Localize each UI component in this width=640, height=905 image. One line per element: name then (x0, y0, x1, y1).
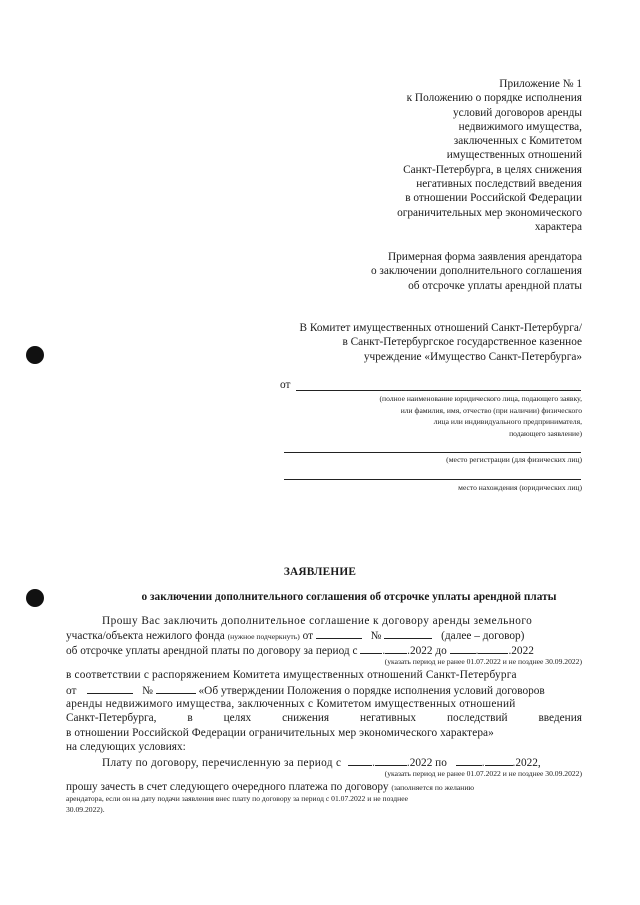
statement-body (66, 614, 582, 815)
appendix-line: в отношении Российской Федерации (405, 192, 582, 205)
body-line-10: Плату по договору, перечисленную за период с . .2022 по . .2022, (102, 756, 541, 769)
form-caption-line: о заключении дополнительного соглашения (370, 265, 582, 278)
punch-hole-top (26, 346, 44, 364)
period-from-day-field[interactable] (360, 643, 382, 654)
body-text: об отсрочке уплаты арендной платы по договору за период с (66, 644, 358, 657)
body-text: .2022 (508, 644, 534, 657)
body-text: на следующих условиях: (66, 741, 186, 754)
addressee-line: учреждение «Имущество Санкт-Петербурга» (363, 350, 582, 363)
appendix-line: заключенных с Комитетом (453, 135, 582, 148)
document-title: ЗАЯВЛЕНИЕ (283, 566, 357, 578)
body-text: .2022, (512, 756, 541, 769)
body-text: № (370, 630, 382, 643)
paid-to-month-field[interactable] (485, 755, 513, 766)
body-line-7-text (66, 711, 582, 725)
body-word: в (187, 712, 193, 725)
body-text: Прошу Вас заключить дополнительное соглашение к договору аренды земельного (102, 615, 533, 627)
body-word: Санкт-Петербурга, (66, 712, 157, 725)
body-text: № (142, 684, 153, 697)
body-line-2 (66, 628, 582, 642)
addressee-line: в Санкт-Петербургское государственное казенное (342, 336, 582, 349)
appendix-line: ограничительных мер экономического (397, 206, 582, 219)
period-to-day-field[interactable] (450, 643, 476, 654)
contract-date-field[interactable] (316, 628, 362, 639)
body-text: в соответствии с распоряжением Комитета имущественных отношений Санкт-Петербурга (66, 669, 517, 682)
body-word: целях (223, 712, 252, 725)
from-label: от (280, 379, 291, 391)
body-text: аренды недвижимого имущества, заключенных с Комитетом имущественных отношений (66, 697, 516, 710)
form-caption-line: Примерная форма заявления арендатора (387, 251, 582, 263)
punch-hole-bottom (26, 589, 44, 607)
period-to-month-field[interactable] (478, 643, 508, 654)
body-word: последствий (446, 712, 508, 725)
paid-from-month-field[interactable] (375, 755, 407, 766)
body-line-5 (66, 683, 582, 697)
appendix-line: условий договоров аренды (452, 106, 582, 119)
body-line-3: об отсрочке уплаты арендной платы по договору за период с . .2022 до . .2022 (66, 644, 534, 657)
contract-number-field[interactable] (384, 628, 432, 639)
body-small-text: (нужное подчеркнуть) (227, 632, 300, 642)
addressee-line: В Комитет имущественных отношений Санкт-Петербурга/ (299, 322, 582, 334)
body-small-text: (заполняется по желанию (391, 782, 475, 792)
addressee-block (299, 321, 582, 364)
form-caption (371, 250, 582, 293)
applicant-hint-line: (полное наименование юридического лица, подающего заявку, (379, 394, 582, 403)
form-caption-line: об отсрочке уплаты арендной платы (408, 279, 582, 292)
appendix-line: негативных последствий введения (416, 178, 582, 191)
period-note-2: (указать период не ранее 01.07.2022 и не позднее 30.09.2022) (384, 768, 582, 778)
document-subtitle: о заключении дополнительного соглашения об отсрочке уплаты арендной платы (141, 591, 557, 603)
body-text: Плату по договору, перечисленную за период с (102, 756, 342, 769)
body-text: (далее – договор) (441, 630, 525, 643)
applicant-hint-line: или фамилия, имя, отчество (при наличии) физического (400, 405, 582, 415)
appendix-header (397, 77, 582, 234)
appendix-line: характера (534, 220, 582, 233)
order-number-field[interactable] (156, 683, 196, 694)
body-line-1 (66, 614, 582, 628)
body-line-8 (66, 726, 582, 740)
appendix-line: Приложение № 1 (499, 78, 582, 90)
body-text: в отношении Российской Федерации ограничительных мер экономического характера» (66, 726, 494, 739)
location-field[interactable] (284, 479, 581, 480)
appendix-line: Санкт-Петербурга, в целях снижения (403, 163, 582, 176)
applicant-hint-line: подающего заявление) (509, 428, 582, 438)
body-text: от (66, 684, 77, 697)
appendix-line: имущественных отношений (446, 149, 582, 162)
body-text: участка/объекта нежилого фонда (66, 630, 225, 643)
body-text: .2022 до (407, 644, 447, 657)
applicant-hint-line: лица или индивидуального предпринимателя, (433, 417, 582, 426)
body-line-11 (66, 780, 582, 794)
body-line-4-text (66, 668, 582, 682)
applicant-hint (380, 393, 582, 439)
order-date-field[interactable] (87, 683, 133, 694)
body-line-12: арендатора, если он на дату подачи заявления внес плату по договору за период с 01.07.2022 и не позднее (66, 794, 408, 804)
appendix-line: к Положению о порядке исполнения (406, 92, 582, 105)
registration-hint: (место регистрации (для физических лиц) (446, 455, 582, 464)
body-line-9 (66, 740, 582, 754)
applicant-name-field[interactable] (296, 390, 581, 391)
period-note-1: (указать период не ранее 01.07.2022 и не позднее 30.09.2022) (384, 657, 582, 667)
paid-to-day-field[interactable] (456, 755, 482, 766)
body-line-4 (66, 668, 582, 682)
appendix-line: недвижимого имущества, (458, 120, 582, 133)
registration-field[interactable] (284, 452, 581, 453)
body-word: снижения (282, 712, 330, 725)
location-hint: место нахождения (юридических лиц) (458, 483, 582, 492)
body-text: «Об утверждении Положения о порядке исполнения условий договоров (198, 684, 545, 697)
body-line-6 (66, 697, 582, 711)
paid-from-day-field[interactable] (348, 755, 372, 766)
body-word: негативных (360, 712, 417, 725)
body-text: .2022 по (406, 756, 447, 769)
body-text: от (302, 630, 314, 643)
period-from-month-field[interactable] (385, 643, 407, 654)
body-word: введения (538, 712, 582, 725)
body-line-1-text (102, 614, 582, 628)
body-line-13: 30.09.2022). (66, 804, 105, 814)
body-line-7 (66, 711, 582, 725)
body-text: прошу зачесть в счет следующего очередного платежа по договору (66, 780, 389, 793)
